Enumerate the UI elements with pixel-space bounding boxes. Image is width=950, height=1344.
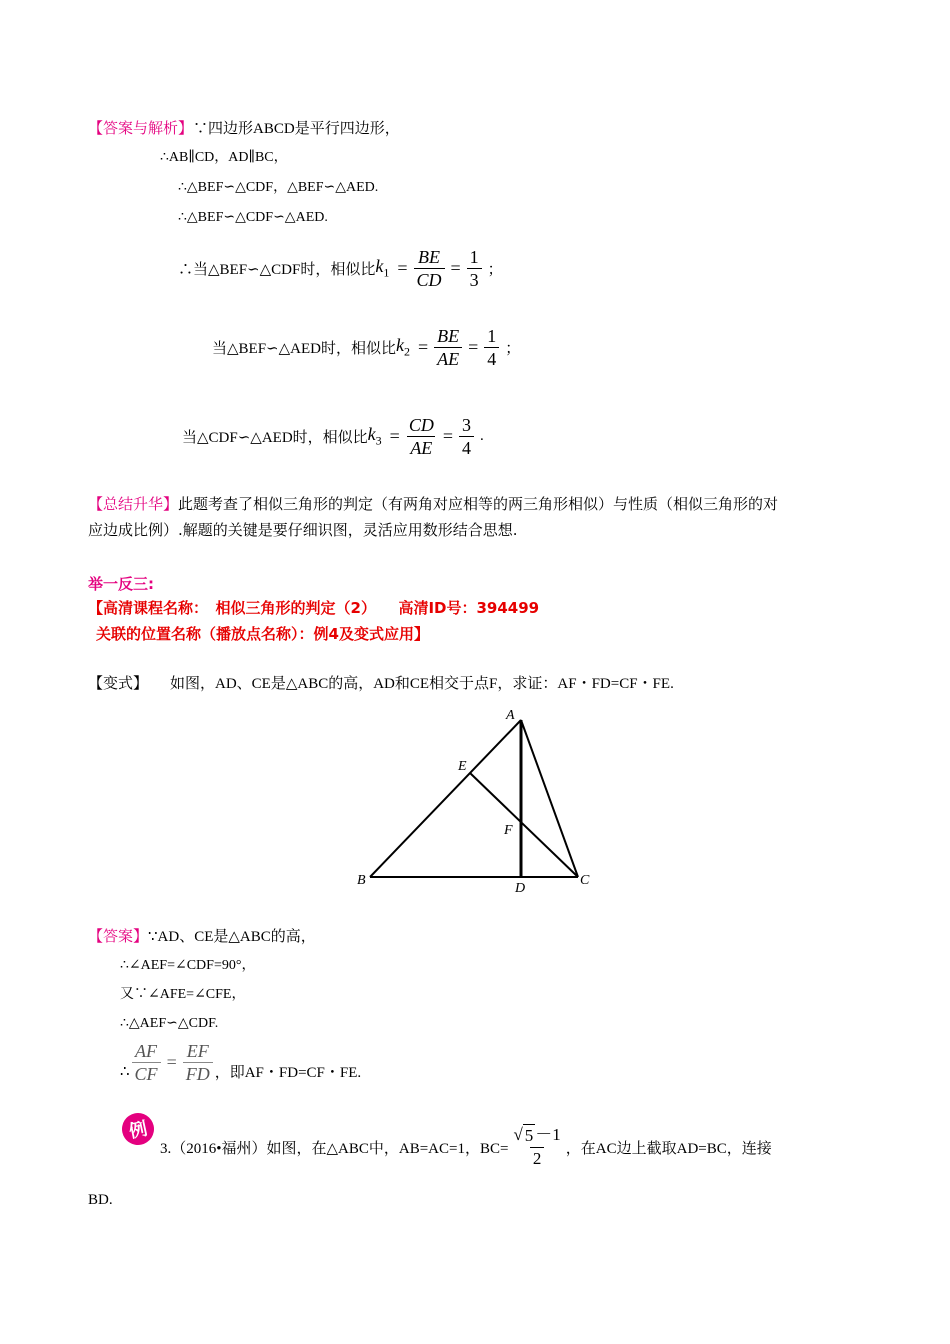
label-c: C bbox=[580, 873, 590, 888]
ratio2-eq1: = bbox=[417, 337, 429, 357]
bc-fraction bbox=[510, 1124, 563, 1170]
answer-fraction-2: $\frac{EF}{FD}$ bbox=[183, 1040, 213, 1085]
solution-line4: ∴△BEF∽△CDF∽△AED. bbox=[178, 210, 328, 225]
ratio3-tail: . bbox=[479, 428, 484, 444]
answer-line4: ∴△AEF∽△CDF. bbox=[120, 1016, 219, 1031]
solution-line3: ∴△BEF∽△CDF，△BEF∽△AED. bbox=[178, 180, 379, 195]
ratio1-prefix: ∴当△BEF∽△CDF时，相似比 bbox=[178, 262, 376, 278]
summary-line2: 应边成比例）.解题的关键是要仔细识图，灵活应用数形结合思想. bbox=[88, 521, 518, 539]
ratio1-eq1: = bbox=[397, 258, 408, 278]
answer-tag: 【答案】 bbox=[88, 927, 149, 945]
answer-conclusion bbox=[120, 1040, 361, 1085]
ratio2-k: $k_2$ bbox=[395, 335, 410, 359]
answer-line1-row bbox=[88, 926, 316, 947]
variant-text: 如图，AD、CE是△ABC的高，AD和CE相交于点F，求证：AF・FD=CF・FE. bbox=[170, 676, 674, 692]
example-line1 bbox=[160, 1124, 772, 1170]
ratio1-value: $\frac{1}{3}$ bbox=[467, 246, 482, 291]
label-a: A bbox=[506, 708, 515, 723]
answer-line1: ∵AD、CE是△ABC的高， bbox=[148, 929, 316, 945]
ratio1-tail: ； bbox=[487, 262, 503, 278]
ratio2-prefix: 当△BEF∽△AED时，相似比 bbox=[212, 341, 396, 357]
summary-line1-row bbox=[88, 494, 778, 514]
bc-numerator: √ 5 －1 bbox=[513, 1125, 561, 1145]
answer-line3: 又∵∠AFE=∠CFE， bbox=[120, 987, 246, 1002]
ratio2-eq2: = bbox=[468, 337, 479, 357]
summary-line1: 此题考查了相似三角形的判定（有两角对应相等的两三角形相似）与性质（相似三角形的对 bbox=[178, 495, 779, 513]
solution-tag: 【答案与解析】 bbox=[88, 119, 194, 137]
ratio3-eq1: = bbox=[389, 426, 400, 446]
variant-row bbox=[88, 673, 674, 694]
answer-line2: ∴∠AEF=∠CDF=90°， bbox=[120, 958, 256, 973]
variant-tag: 【变式】 bbox=[88, 674, 149, 692]
solution-line2: ∴AB∥CD，AD∥BC， bbox=[160, 150, 288, 165]
example-badge: 例 bbox=[119, 1110, 157, 1148]
ratio2-fraction: $\frac{BE}{AE}$ bbox=[434, 325, 462, 370]
altitude-ce bbox=[470, 773, 578, 877]
ratio-line-3 bbox=[182, 414, 484, 459]
ratio1-eq2: = bbox=[450, 258, 461, 278]
label-f: F bbox=[504, 823, 513, 838]
side-ab bbox=[370, 720, 521, 877]
solution-line1: ∵四边形ABCD是平行四边形， bbox=[193, 121, 400, 137]
label-e: E bbox=[458, 759, 467, 774]
sqrt-icon: √ bbox=[513, 1125, 523, 1144]
example-line2: BD. bbox=[88, 1192, 113, 1208]
bc-denominator: 2 bbox=[530, 1147, 545, 1170]
label-d: D bbox=[515, 881, 526, 896]
example-text2: ，在AC边上截取AD=BC，连接 bbox=[565, 1140, 772, 1157]
section-title: 举一反三: bbox=[88, 575, 154, 593]
ratio3-eq2: = bbox=[442, 426, 453, 446]
position-info: 关联的位置名称（播放点名称）：例4及变式应用】 bbox=[96, 625, 429, 643]
answer-equals: = bbox=[166, 1052, 177, 1072]
ratio1-k: $k_1$ bbox=[375, 256, 390, 280]
ratio2-tail: ； bbox=[505, 341, 521, 357]
ratio-line-1 bbox=[178, 246, 503, 291]
ratio3-prefix: 当△CDF∽△AED时，相似比 bbox=[182, 430, 368, 446]
ratio1-fraction: $\frac{BE}{CD}$ bbox=[414, 246, 445, 291]
ratio3-fraction: $\frac{CD}{AE}$ bbox=[408, 415, 434, 458]
example-text1: 3.（2016•福州）如图，在△ABC中，AB=AC=1，BC= bbox=[160, 1140, 509, 1157]
label-b: B bbox=[357, 873, 366, 888]
ratio-line-2 bbox=[212, 325, 520, 370]
therefore-symbol: ∴ bbox=[120, 1064, 130, 1080]
answer-conclusion-text: ，即AF・FD=CF・FE. bbox=[214, 1065, 362, 1081]
course-info: 【高清课程名称： 相似三角形的判定（2） 高清ID号：394499 bbox=[88, 599, 540, 617]
side-ac bbox=[521, 720, 578, 877]
triangle-figure bbox=[350, 700, 600, 900]
ratio3-k: $k_3$ bbox=[367, 424, 382, 448]
ratio2-value: $\frac{1}{4}$ bbox=[484, 325, 499, 370]
ratio3-value: $\frac{3}{4}$ bbox=[459, 414, 474, 459]
summary-tag: 【总结升华】 bbox=[88, 495, 179, 513]
solution-block-line1 bbox=[88, 118, 400, 139]
answer-fraction-1: $\frac{AF}{CF}$ bbox=[132, 1040, 161, 1085]
